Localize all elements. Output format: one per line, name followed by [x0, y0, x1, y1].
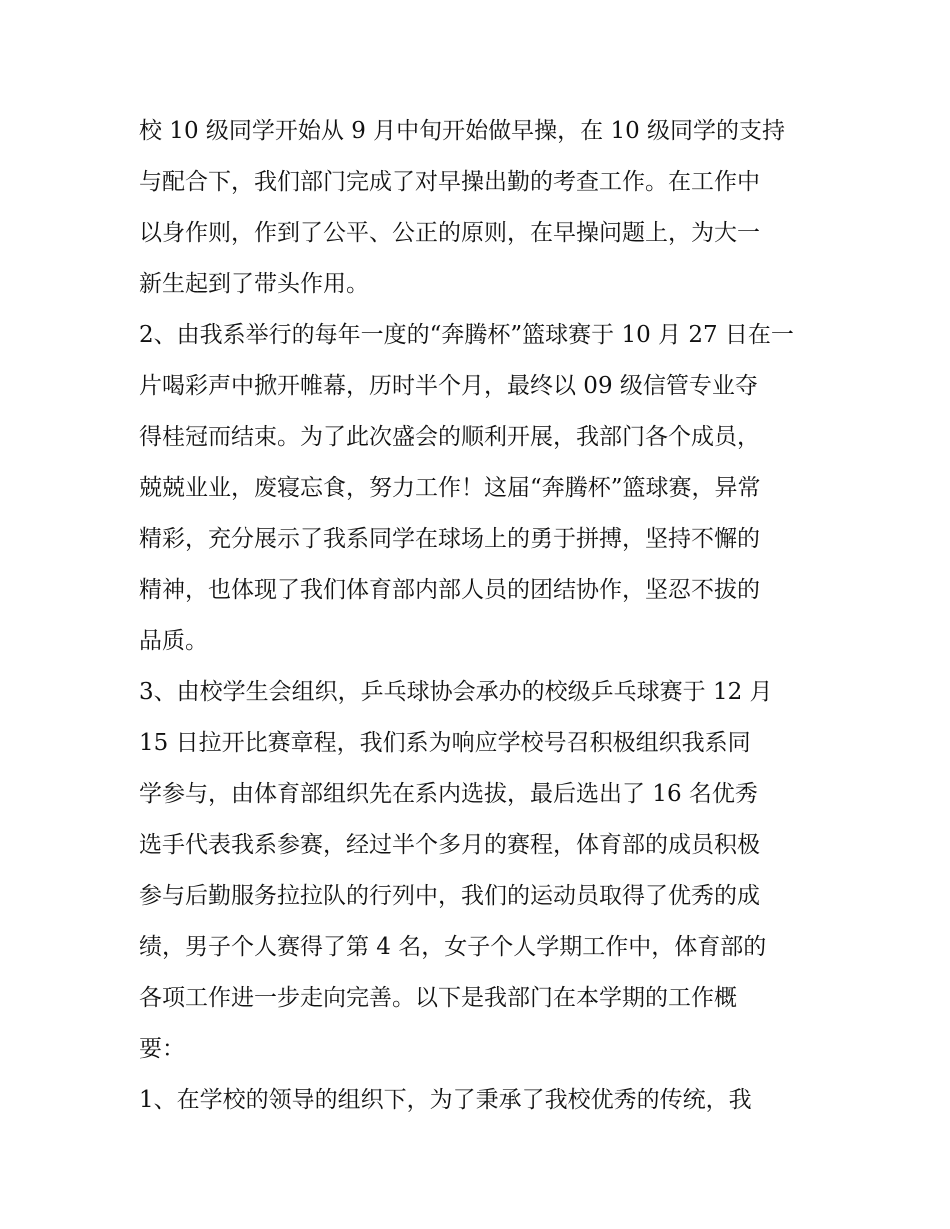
text-line: 校 10 级同学开始从 9 月中旬开始做早操，在 10 级同学的支持 — [139, 118, 786, 144]
text-line: 学参与，由体育部组织先在系内选拔，最后选出了 16 名优秀 — [139, 781, 758, 807]
text-line: 3、由校学生会组织，乒乓球协会承办的校级乒乓球赛于 12 月 — [139, 679, 773, 705]
text-line: 得桂冠而结束。为了此次盛会的顺利开展，我部门各个成员， — [139, 424, 760, 450]
text-line: 以身作则，作到了公平、公正的原则，在早操问题上，为大一 — [139, 220, 760, 246]
text-line: 片喝彩声中掀开帷幕，历时半个月，最终以 09 级信管专业夺 — [139, 373, 758, 399]
text-line: 兢兢业业，废寝忘食，努力工作！这届“奔腾杯”篮球赛，异常 — [139, 475, 761, 501]
text-line: 15 日拉开比赛章程，我们系为响应学校号召积极组织我系同 — [139, 730, 751, 756]
text-line: 精神，也体现了我们体育部内部人员的团结协作，坚忍不拔的 — [139, 577, 760, 603]
text-line: 精彩，充分展示了我系同学在球场上的勇于拼搏，坚持不懈的 — [139, 526, 760, 552]
text-line: 品质。 — [139, 628, 208, 654]
text-line: 参与后勤服务拉拉队的行列中，我们的运动员取得了优秀的成 — [139, 883, 760, 909]
body-text — [139, 106, 819, 1126]
text-line: 绩，男子个人赛得了第 4 名，女子个人学期工作中，体育部的 — [139, 934, 767, 960]
text-line: 2、由我系举行的每年一度的“奔腾杯”篮球赛于 10 月 27 日在一 — [139, 322, 794, 348]
text-line: 新生起到了带头作用。 — [139, 271, 369, 297]
text-line: 要： — [139, 1036, 185, 1062]
text-line: 各项工作进一步走向完善。以下是我部门在本学期的工作概 — [139, 985, 737, 1011]
text-line: 1、在学校的领导的组织下，为了秉承了我校优秀的传统，我 — [139, 1087, 752, 1113]
text-line: 与配合下，我们部门完成了对早操出勤的考查工作。在工作中 — [139, 169, 760, 195]
text-line: 选手代表我系参赛，经过半个多月的赛程，体育部的成员积极 — [139, 832, 760, 858]
